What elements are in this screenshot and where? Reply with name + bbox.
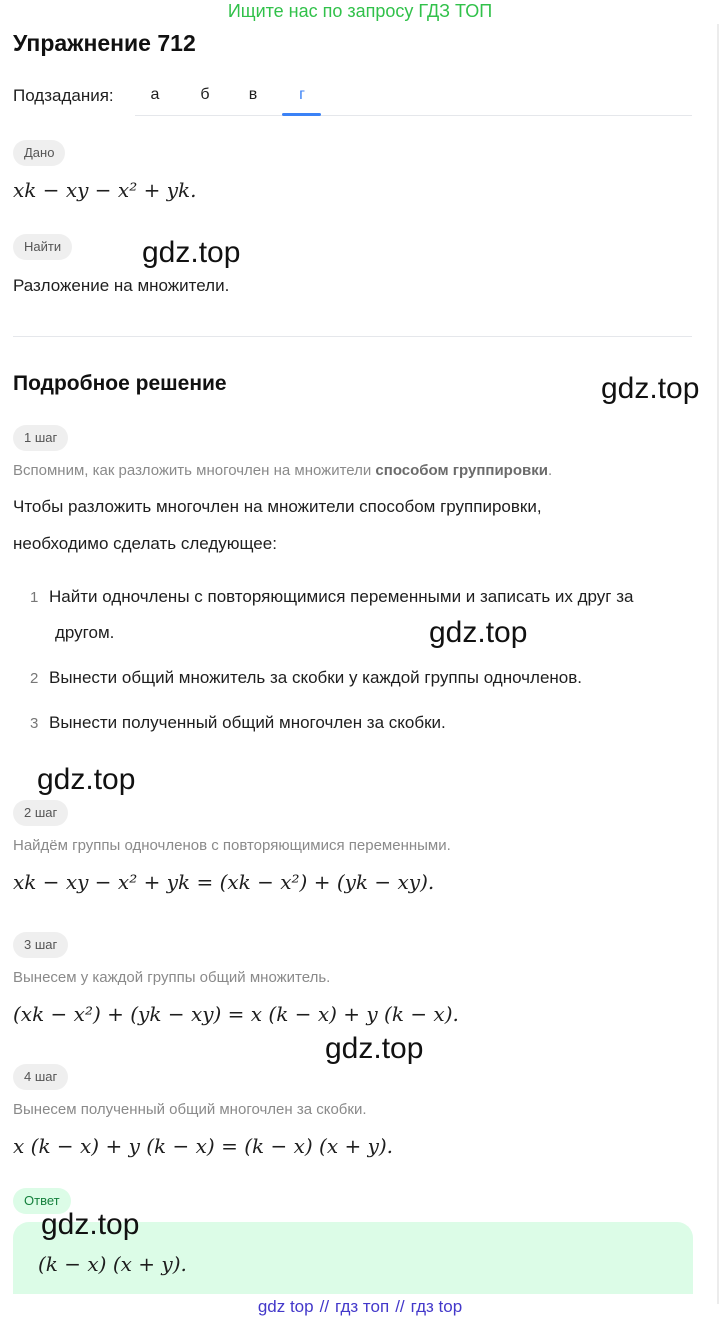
step-2-expression: xk − xy − x² + yk = (xk − x²) + (yk − xy). bbox=[13, 870, 435, 894]
step-4-expression: x (k − x) + y (k − x) = (k − x) (x + y). bbox=[13, 1134, 394, 1158]
step-1-chip: 1 шаг bbox=[13, 425, 68, 451]
watermark: gdz.top bbox=[429, 616, 528, 649]
footer-separator: // bbox=[395, 1297, 405, 1316]
watermark: gdz.top bbox=[601, 372, 700, 405]
top-banner: Ищите нас по запросу ГДЗ ТОП bbox=[227, 1, 493, 21]
list-item-text: Найти одночлены с повторяющимися переменными и записать их друг за bbox=[49, 587, 634, 606]
step-2-hint: Найдём группы одночленов с повторяющимися переменными. bbox=[13, 837, 451, 854]
step-3-hint: Вынесем у каждой группы общий множитель. bbox=[13, 969, 331, 986]
watermark: gdz.top bbox=[325, 1032, 424, 1065]
list-item-number: 1 bbox=[30, 589, 39, 606]
subtasks-label: Подзадания: bbox=[13, 86, 114, 105]
active-tab-indicator bbox=[282, 113, 321, 116]
tab-b[interactable]: б bbox=[200, 86, 210, 103]
solution-title: Подробное решение bbox=[13, 372, 227, 395]
find-text: Разложение на множители. bbox=[13, 276, 230, 295]
list-item-text: Вынести полученный общий многочлен за скобки. bbox=[49, 713, 446, 732]
step-2-chip: 2 шаг bbox=[13, 800, 68, 826]
footer-link[interactable]: gdz top bbox=[257, 1297, 314, 1316]
tab-v[interactable]: в bbox=[248, 86, 258, 103]
step-3-chip: 3 шаг bbox=[13, 932, 68, 958]
tab-a[interactable]: а bbox=[150, 86, 160, 103]
answer-chip: Ответ bbox=[13, 1188, 71, 1214]
find-chip: Найти bbox=[13, 234, 72, 260]
step-4-hint: Вынесем полученный общий многочлен за скобки. bbox=[13, 1101, 367, 1118]
footer bbox=[0, 1297, 720, 1317]
step-4-chip: 4 шаг bbox=[13, 1064, 68, 1090]
list-item-number: 2 bbox=[30, 670, 39, 687]
step-3-expression: (xk − x²) + (yk − xy) = x (k − x) + y (k − x). bbox=[13, 1002, 459, 1026]
step-1-body-line: необходимо сделать следующее: bbox=[13, 534, 277, 553]
footer-link[interactable]: гдз top bbox=[410, 1297, 463, 1316]
watermark: gdz.top bbox=[37, 763, 136, 796]
watermark: gdz.top bbox=[142, 236, 241, 269]
tab-g[interactable]: г bbox=[299, 86, 305, 103]
given-expression: xk − xy − x² + yk. bbox=[13, 178, 197, 202]
tabs-divider bbox=[135, 115, 692, 116]
page-title: Упражнение 712 bbox=[13, 30, 196, 56]
footer-separator: // bbox=[319, 1297, 330, 1316]
given-chip: Дано bbox=[13, 140, 65, 166]
section-divider bbox=[13, 336, 692, 337]
list-item-text: Вынести общий множитель за скобки у каждой группы одночленов. bbox=[49, 668, 583, 687]
footer-link[interactable]: гдз топ bbox=[335, 1297, 390, 1316]
list-item-text: другом. bbox=[55, 623, 115, 642]
scrollbar-track[interactable] bbox=[717, 24, 719, 1304]
step-1-hint: Вспомним, как разложить многочлен на множители способом группировки. bbox=[13, 462, 553, 479]
step-1-body-line: Чтобы разложить многочлен на множители способом группировки, bbox=[13, 497, 542, 516]
list-item-number: 3 bbox=[30, 715, 39, 732]
answer-expression: (k − x) (x + y). bbox=[38, 1252, 187, 1276]
watermark: gdz.top bbox=[41, 1208, 140, 1241]
